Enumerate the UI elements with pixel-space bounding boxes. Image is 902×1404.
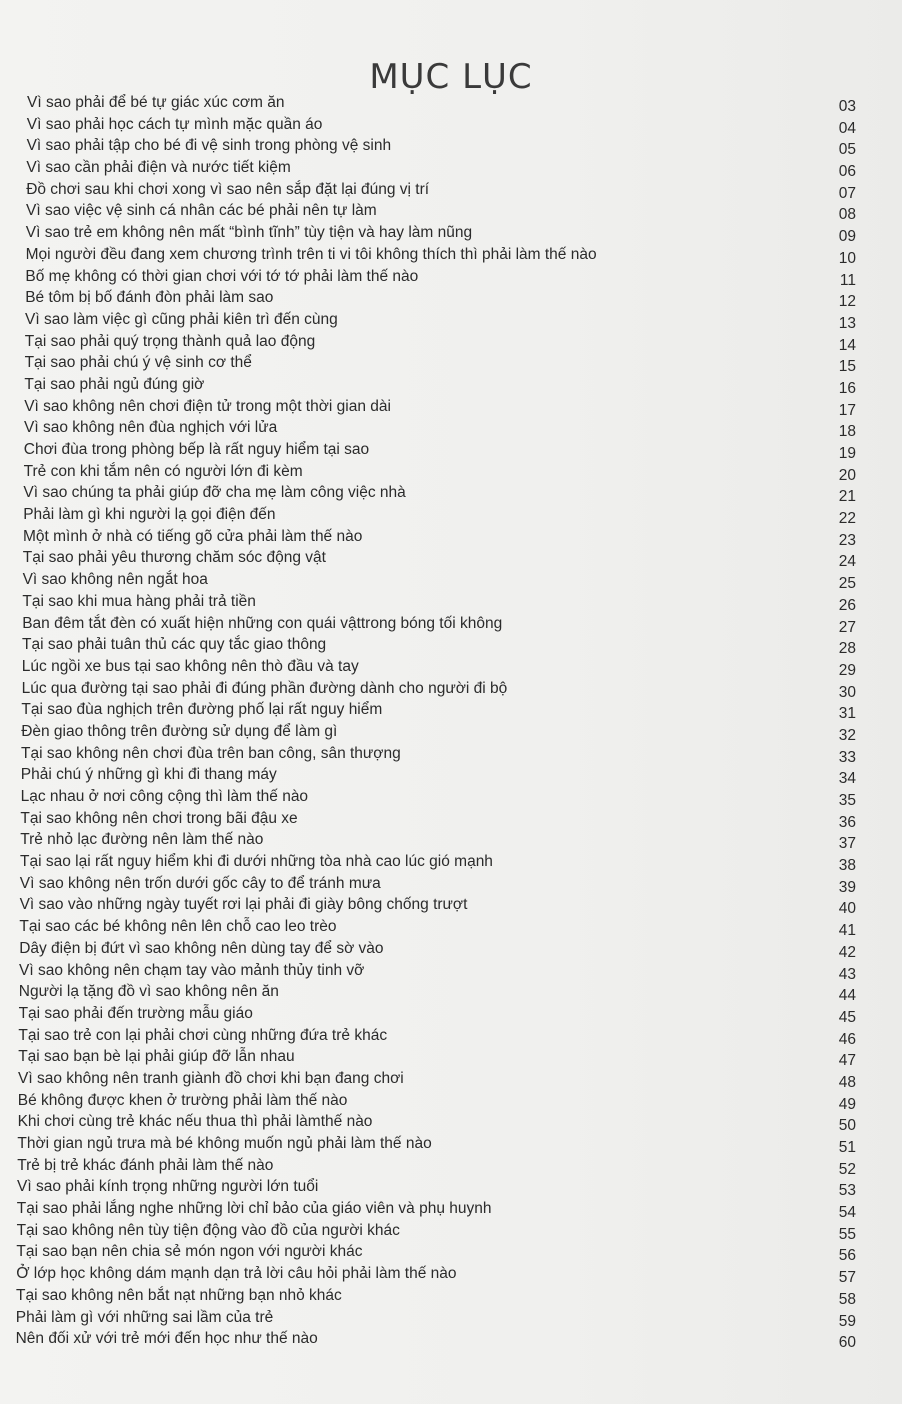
toc-entry-page-number: 18 — [838, 423, 856, 441]
toc-entry-page-number: 48 — [838, 1073, 856, 1091]
toc-entry-title: Lúc qua đường tại sao phải đi đúng phần đường dành cho người đi bộ — [21, 679, 508, 697]
toc-entry-page-number: 13 — [838, 314, 856, 332]
toc-entry-title: Vì sao không nên ngắt hoa — [22, 571, 208, 589]
toc-entry — [0, 634, 902, 656]
toc-entry-title: Vì sao phải kính trọng những người lớn tuổi — [17, 1178, 319, 1196]
toc-entry — [0, 504, 902, 526]
toc-entry-page-number: 04 — [838, 119, 856, 137]
toc-entry — [0, 1133, 902, 1155]
toc-entry-page-number: 33 — [838, 748, 856, 766]
toc-entry — [0, 721, 902, 743]
toc-entry-page-number: 55 — [838, 1225, 856, 1243]
toc-entry-page-number: 15 — [838, 358, 856, 376]
toc-entry-page-number: 38 — [838, 857, 856, 875]
toc-entry-title: Bố mẹ không có thời gian chơi với tớ tớ phải làm thế nào — [25, 267, 419, 285]
toc-entry — [0, 482, 902, 504]
toc-entry — [0, 157, 902, 179]
toc-entry-page-number: 03 — [838, 98, 856, 115]
toc-entry — [0, 699, 902, 721]
toc-entry-title: Tại sao phải ngủ đúng giờ — [24, 375, 205, 393]
toc-entry — [0, 656, 902, 678]
toc-entry — [0, 1198, 902, 1220]
toc-entry-title: Tại sao khi mua hàng phải trả tiền — [22, 592, 256, 610]
toc-entry-page-number: 44 — [838, 987, 856, 1005]
toc-entry-page-number: 26 — [838, 596, 856, 614]
toc-entry — [0, 1328, 902, 1350]
toc-entry-title: Vì sao trẻ em không nên mất “bình tĩnh” tùy tiện và hay làm nũng — [25, 224, 473, 242]
toc-entry-title: Vì sao không nên tranh giành đồ chơi khi bạn đang chơi — [18, 1069, 404, 1087]
toc-entry-page-number: 12 — [838, 293, 856, 311]
toc-entry-page-number: 29 — [838, 661, 856, 679]
toc-entry-title: Tại sao không nên chơi đùa trên ban công, sân thượng — [21, 744, 401, 762]
page-title: MỤC LỤC — [369, 56, 533, 97]
toc-entry-title: Vì sao cần phải điện và nước tiết kiệm — [26, 159, 291, 177]
toc-entry-page-number: 06 — [838, 163, 856, 181]
toc-entry — [0, 1090, 902, 1112]
toc-entry-page-number: 23 — [838, 531, 856, 549]
toc-entry — [0, 1111, 902, 1133]
toc-entry-page-number: 31 — [838, 705, 856, 723]
toc-entry-title: Bé tôm bị bố đánh đòn phải làm sao — [25, 289, 274, 307]
toc-entry-title: Trẻ bị trẻ khác đánh phải làm thế nào — [17, 1156, 274, 1174]
toc-entry — [0, 1176, 902, 1198]
toc-entry — [0, 786, 902, 808]
toc-entry — [0, 1220, 902, 1242]
toc-entry-page-number: 49 — [838, 1095, 856, 1113]
toc-entry — [0, 244, 902, 266]
toc-entry — [0, 266, 902, 288]
toc-entry-title: Người lạ tặng đồ vì sao không nên ăn — [18, 983, 279, 1001]
toc-entry — [0, 569, 902, 591]
toc-entry-page-number: 50 — [838, 1117, 856, 1135]
toc-entry-page-number: 08 — [838, 206, 856, 224]
table-of-contents — [0, 92, 902, 1350]
toc-entry-title: Vì sao việc vệ sinh cá nhân các bé phải nên tự làm — [26, 202, 377, 220]
toc-entry-title: Trẻ nhỏ lạc đường nên làm thế nào — [20, 831, 264, 849]
toc-entry-page-number: 52 — [838, 1160, 856, 1178]
toc-entry — [0, 851, 902, 873]
toc-entry — [0, 1285, 902, 1307]
toc-entry-page-number: 36 — [838, 813, 856, 831]
toc-entry — [0, 808, 902, 830]
toc-entry-title: Tại sao phải đến trường mẫu giáo — [18, 1004, 253, 1022]
toc-entry — [0, 678, 902, 700]
toc-entry-title: Vì sao phải để bé tự giác xúc cơm ăn — [27, 94, 285, 111]
toc-entry — [0, 526, 902, 548]
toc-entry-page-number: 22 — [838, 510, 856, 528]
toc-entry-title: Tại sao phải quý trọng thành quả lao động — [24, 332, 316, 350]
toc-entry-page-number: 34 — [838, 770, 856, 788]
toc-entry-title: Tại sao phải yêu thương chăm sóc động vật — [22, 549, 326, 567]
toc-entry — [0, 417, 902, 439]
toc-entry — [0, 374, 902, 396]
toc-entry-page-number: 11 — [839, 271, 856, 289]
toc-entry-title: Tại sao các bé không nên lên chỗ cao leo trèo — [19, 918, 337, 936]
toc-entry-page-number: 05 — [838, 141, 856, 159]
toc-entry-page-number: 42 — [838, 943, 856, 961]
toc-entry — [0, 92, 902, 114]
toc-entry-page-number: 41 — [838, 922, 856, 940]
toc-entry-page-number: 25 — [838, 575, 856, 593]
toc-entry-title: Phải làm gì với những sai lầm của trẻ — [15, 1308, 274, 1326]
toc-entry-title: Thời gian ngủ trưa mà bé không muốn ngủ phải làm thế nào — [17, 1135, 432, 1152]
toc-entry — [0, 1003, 902, 1025]
toc-entry-page-number: 21 — [838, 488, 856, 506]
toc-entry-title: Vì sao không nên đùa nghịch với lửa — [24, 419, 278, 437]
toc-entry — [0, 309, 902, 331]
toc-entry-page-number: 27 — [838, 618, 856, 636]
toc-entry-title: Vì sao không nên trốn dưới gốc cây to để tránh mưa — [19, 874, 381, 892]
toc-entry-page-number: 60 — [838, 1334, 856, 1352]
toc-entry-page-number: 19 — [838, 445, 856, 462]
toc-entry — [0, 1307, 902, 1329]
toc-entry-title: Tại sao bạn nên chia sẻ món ngon với người khác — [16, 1243, 363, 1261]
toc-entry-page-number: 28 — [838, 640, 856, 658]
toc-entry-page-number: 58 — [838, 1290, 856, 1308]
toc-entry-title: Một mình ở nhà có tiếng gõ cửa phải làm thế nào — [23, 527, 363, 545]
toc-entry — [0, 981, 902, 1003]
toc-entry — [0, 916, 902, 938]
toc-entry-title: Trẻ con khi tắm nên có người lớn đi kèm — [23, 462, 303, 480]
toc-entry-page-number: 40 — [838, 900, 856, 918]
toc-entry — [0, 222, 902, 244]
toc-entry-title: Vì sao không nên chạm tay vào mảnh thủy tinh vỡ — [19, 961, 365, 979]
toc-entry-title: Tại sao bạn bè lại phải giúp đỡ lẫn nhau — [18, 1048, 295, 1066]
toc-entry-title: Tại sao trẻ con lại phải chơi cùng những đứa trẻ khác — [18, 1026, 388, 1044]
toc-entry-title: Vì sao phải học cách tự mình mặc quần áo — [26, 115, 323, 133]
toc-entry-page-number: 24 — [838, 553, 856, 571]
toc-entry-title: Vì sao làm việc gì cũng phải kiên trì đến cùng — [25, 310, 338, 328]
toc-entry-page-number: 59 — [838, 1312, 856, 1330]
toc-entry-title: Bé không được khen ở trường phải làm thế nào — [17, 1091, 348, 1109]
toc-entry-title: Tại sao không nên bắt nạt những bạn nhỏ khác — [16, 1286, 342, 1304]
toc-entry-title: Lúc ngồi xe bus tại sao không nên thò đầu và tay — [21, 657, 359, 675]
toc-entry-page-number: 54 — [838, 1204, 856, 1222]
toc-entry — [0, 829, 902, 851]
toc-entry — [0, 613, 902, 635]
toc-entry-page-number: 45 — [838, 1008, 856, 1026]
toc-entry-page-number: 51 — [838, 1139, 856, 1156]
toc-entry-page-number: 16 — [838, 379, 856, 397]
toc-entry — [0, 287, 902, 309]
toc-entry — [0, 1241, 902, 1263]
toc-entry-title: Phải chú ý những gì khi đi thang máy — [20, 766, 277, 784]
toc-entry-page-number: 07 — [838, 184, 856, 202]
toc-entry — [0, 200, 902, 222]
toc-entry — [0, 331, 902, 353]
toc-entry-page-number: 46 — [838, 1030, 856, 1048]
toc-entry-title: Vì sao phải tập cho bé đi vệ sinh trong phòng vệ sinh — [26, 137, 392, 155]
toc-entry-title: Vì sao vào những ngày tuyết rơi lại phải đi giày bông chống trượt — [19, 896, 468, 914]
toc-entry-page-number: 17 — [838, 401, 856, 419]
toc-entry — [0, 352, 902, 374]
toc-entry — [0, 938, 902, 960]
toc-entry-page-number: 10 — [838, 249, 856, 267]
toc-entry-page-number: 14 — [838, 336, 856, 354]
toc-entry — [0, 591, 902, 613]
toc-entry-title: Ban đêm tắt đèn có xuất hiện những con quái vậttrong bóng tối không — [22, 614, 503, 632]
toc-entry-title: Vì sao chúng ta phải giúp đỡ cha mẹ làm công việc nhà — [23, 484, 406, 502]
toc-entry — [0, 1025, 902, 1047]
toc-entry-title: Tại sao lại rất nguy hiểm khi đi dưới những tòa nhà cao lúc gió mạnh — [20, 853, 493, 871]
toc-entry — [0, 1155, 902, 1177]
toc-entry — [0, 960, 902, 982]
toc-entry-title: Ở lớp học không dám mạnh dạn trả lời câu hỏi phải làm thế nào — [16, 1265, 457, 1283]
toc-entry-title: Tại sao không nên chơi trong bãi đậu xe — [20, 809, 298, 827]
toc-entry — [0, 179, 902, 201]
toc-entry-page-number: 32 — [838, 726, 856, 744]
toc-entry-title: Chơi đùa trong phòng bếp là rất nguy hiểm tại sao — [23, 441, 370, 458]
toc-entry-page-number: 53 — [838, 1182, 856, 1200]
toc-entry-title: Vì sao không nên chơi điện tử trong một thời gian dài — [24, 397, 391, 415]
toc-entry-page-number: 43 — [838, 965, 856, 983]
toc-entry-title: Tại sao phải lắng nghe những lời chỉ bảo của giáo viên và phụ huynh — [16, 1200, 492, 1218]
toc-entry-page-number: 56 — [838, 1247, 856, 1265]
toc-entry-title: Tại sao phải chú ý vệ sinh cơ thể — [24, 354, 252, 372]
toc-entry-title: Mọi người đều đang xem chương trình trên ti vi tôi không thích thì phải làm thế nào — [25, 245, 597, 263]
toc-entry — [0, 547, 902, 569]
toc-entry — [0, 114, 902, 136]
toc-entry-page-number: 30 — [838, 683, 856, 701]
toc-entry — [0, 1046, 902, 1068]
toc-entry-page-number: 39 — [838, 878, 856, 896]
toc-entry — [0, 743, 902, 765]
toc-entry-title: Tại sao đùa nghịch trên đường phố lại rất nguy hiểm — [21, 701, 383, 719]
toc-entry-page-number: 47 — [838, 1052, 856, 1070]
toc-entry — [0, 135, 902, 157]
toc-entry-title: Lạc nhau ở nơi công cộng thì làm thế nào — [20, 788, 309, 805]
toc-entry — [0, 439, 902, 461]
toc-entry-page-number: 35 — [838, 792, 856, 809]
toc-entry-page-number: 57 — [838, 1269, 856, 1287]
toc-entry-title: Dây điện bị đứt vì sao không nên dùng tay để sờ vào — [19, 939, 384, 957]
toc-entry — [0, 894, 902, 916]
toc-entry — [0, 873, 902, 895]
toc-entry-page-number: 37 — [838, 835, 856, 853]
toc-entry-title: Khi chơi cùng trẻ khác nếu thua thì phải làmthế nào — [17, 1113, 373, 1131]
toc-entry — [0, 1263, 902, 1285]
toc-entry — [0, 764, 902, 786]
toc-entry — [0, 1068, 902, 1090]
toc-entry-page-number: 20 — [838, 466, 856, 484]
toc-entry-title: Tại sao không nên tùy tiện động vào đồ của người khác — [16, 1221, 400, 1239]
toc-entry-title: Tại sao phải tuân thủ các quy tắc giao thông — [22, 636, 327, 654]
toc-entry — [0, 396, 902, 418]
toc-entry-title: Đèn giao thông trên đường sử dụng để làm gì — [21, 722, 338, 740]
toc-entry-page-number: 09 — [838, 228, 856, 246]
toc-entry-title: Phải làm gì khi người lạ gọi điện đến — [23, 506, 276, 524]
toc-entry-title: Đồ chơi sau khi chơi xong vì sao nên sắp đặt lại đúng vị trí — [26, 180, 430, 198]
toc-entry-title: Nên đối xử với trẻ mới đến học như thế nào — [15, 1330, 318, 1348]
toc-entry — [0, 461, 902, 483]
